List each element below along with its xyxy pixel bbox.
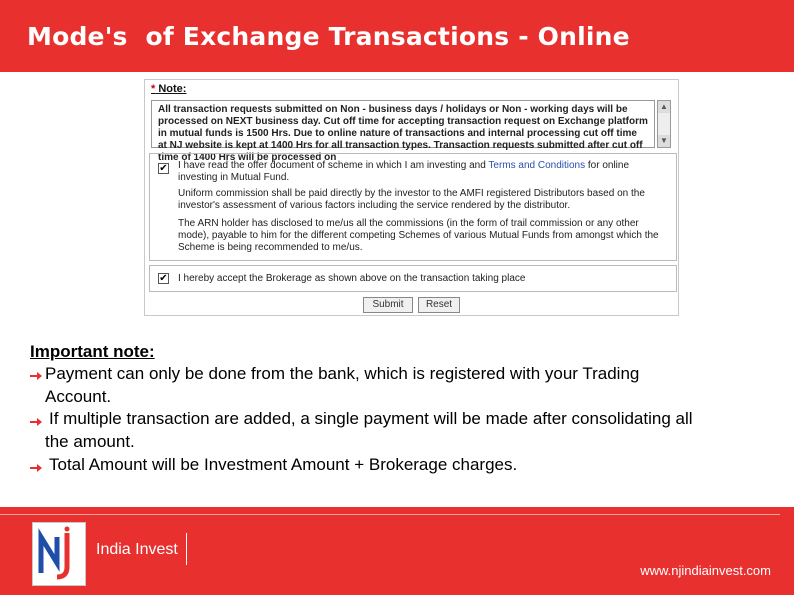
note-line-2: Account. [45, 387, 112, 406]
footer-divider [0, 514, 780, 515]
declaration-paragraph-2: Uniform commission shall be paid directly by the investor to the AMFI registered Distributors based on the investor's assessment of various factors including the service rendered by the distributor. [178, 188, 645, 211]
note-line-4: the amount. [45, 432, 135, 451]
check-icon: ✔ [159, 273, 168, 284]
declaration-paragraph-1 [178, 160, 670, 184]
page-title: Mode's of Exchange Transactions - Online [27, 22, 630, 51]
brokerage-box [149, 265, 677, 292]
brokerage-text: I hereby accept the Brokerage as shown above on the transaction taking place [178, 273, 526, 284]
note-scrollbar[interactable] [657, 100, 671, 148]
important-note-title: Important note: [30, 342, 155, 361]
submit-button[interactable]: Submit [363, 297, 413, 313]
company-name: India Invest [96, 541, 178, 558]
declaration-checkbox[interactable] [158, 163, 169, 174]
terms-link[interactable]: Terms and Conditions [488, 160, 586, 171]
header-banner [0, 0, 794, 72]
declaration-text-1a: I have read the offer document of scheme in which I am investing and [178, 160, 486, 171]
note-line-3: If multiple transaction are added, a single payment will be made after consolidating all [49, 409, 693, 428]
note-textarea[interactable] [151, 100, 655, 163]
website-url: www.njindiainvest.com [640, 563, 771, 578]
declaration-box [149, 153, 677, 261]
nj-logo [32, 522, 86, 586]
declaration-text-1b: for online investing in Mutual Fund. [178, 160, 630, 183]
scroll-up-icon[interactable]: ▲ [658, 101, 670, 113]
nj-logo-mark-icon [33, 523, 85, 585]
note-label [151, 83, 186, 95]
arrow-bullet-icon [30, 464, 42, 472]
required-star: * [151, 83, 156, 95]
note-line-1: Payment can only be done from the bank, which is registered with your Trading [45, 364, 640, 383]
note-line-5: Total Amount will be Investment Amount + Brokerage charges. [49, 455, 518, 474]
embedded-screenshot [144, 79, 679, 316]
note-text: All transaction requests submitted on Non - business days / holidays or Non - working days will be processed on NEXT business day. Cut off time for accepting transaction request on Exchange platform in mutual funds is 1500 Hrs. Due to online nature of transactions and internal processing cut off time at NJ website is kept at 1400 Hrs for all transaction types. Transaction requests submitted after cut off time of 1400 Hrs will be processed on [158, 104, 648, 163]
declaration-paragraph-3: The ARN holder has disclosed to me/us all the commissions (in the form of trail commission or any other mode), payable to him for the different competing Schemes of various Mutual Funds from amongst which the Scheme is being recommended to me/us. [178, 218, 659, 253]
note-label-text: Note: [158, 83, 187, 95]
arrow-bullet-icon [30, 372, 42, 380]
brokerage-checkbox[interactable] [158, 273, 169, 284]
arrow-bullet-icon [30, 418, 42, 426]
logo-divider [186, 533, 187, 565]
check-icon: ✔ [159, 163, 168, 174]
reset-button[interactable]: Reset [418, 297, 460, 313]
scroll-down-icon[interactable]: ▼ [658, 135, 670, 147]
